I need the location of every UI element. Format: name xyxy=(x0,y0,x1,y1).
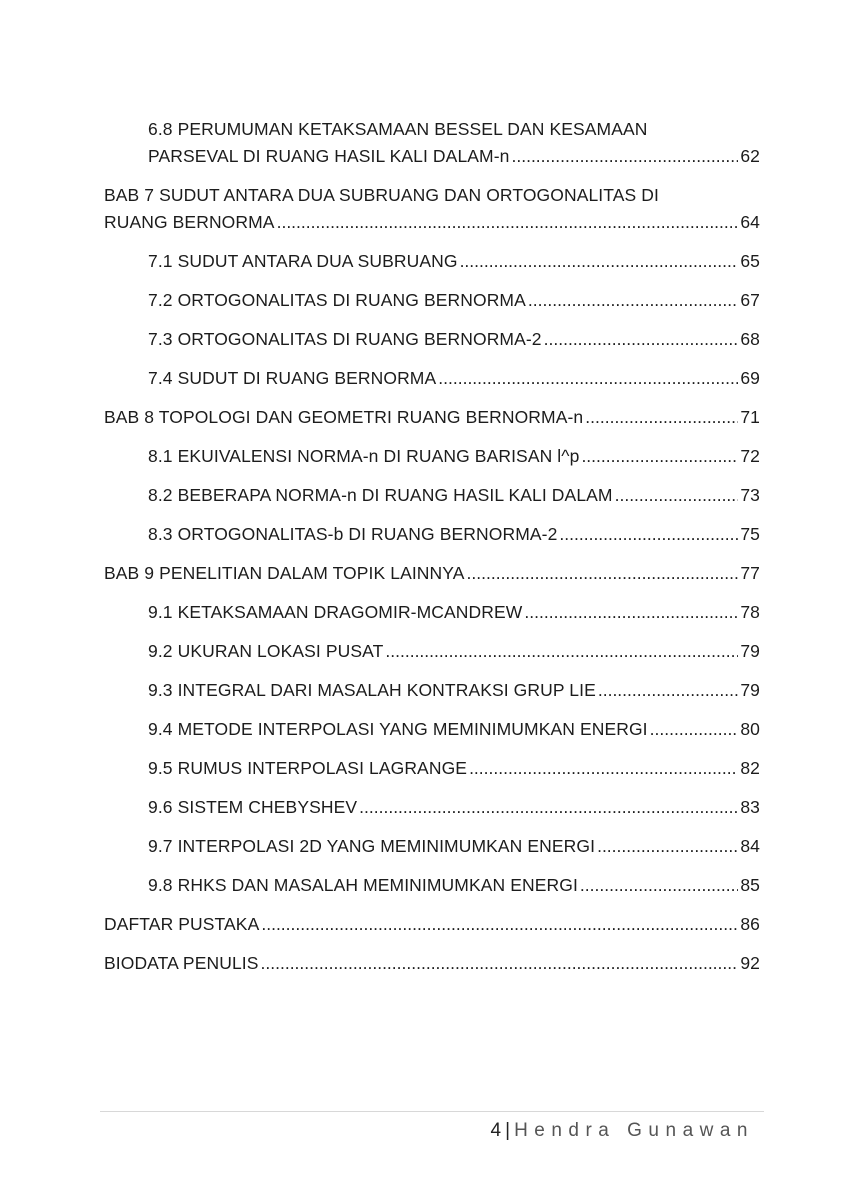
toc-dot-leader xyxy=(598,677,738,704)
toc-entry-title: 8.3 ORTOGONALITAS-b DI RUANG BERNORMA-2 xyxy=(148,524,558,544)
toc-entry-line xyxy=(148,287,760,314)
toc-page-number: 83 xyxy=(740,797,760,817)
toc-dot-leader xyxy=(544,326,739,353)
toc-dot-leader xyxy=(438,365,738,392)
toc-entry-line xyxy=(104,209,760,236)
toc-page-number: 71 xyxy=(740,407,760,427)
toc-dot-leader xyxy=(359,794,738,821)
toc-entry[interactable] xyxy=(104,443,760,470)
toc-entry-line xyxy=(104,560,760,587)
toc-dot-leader xyxy=(467,560,739,587)
toc-entry-title: 9.5 RUMUS INTERPOLASI LAGRANGE xyxy=(148,758,468,778)
toc-page-number: 86 xyxy=(740,914,760,934)
toc-entry-title: BIODATA PENULIS xyxy=(104,953,259,973)
toc-entry-title: BAB 8 TOPOLOGI DAN GEOMETRI RUANG BERNORMA-n xyxy=(104,407,584,427)
toc-dot-leader xyxy=(585,404,738,431)
toc-entry[interactable] xyxy=(104,599,760,626)
toc-entry-line xyxy=(104,911,760,938)
toc-entry-line xyxy=(148,716,760,743)
toc-page-number: 64 xyxy=(740,212,760,232)
page-footer xyxy=(491,1118,754,1144)
toc-dot-leader xyxy=(524,599,738,626)
toc-page-number: 77 xyxy=(740,563,760,583)
toc-entry[interactable] xyxy=(104,521,760,548)
toc-page-number: 79 xyxy=(740,680,760,700)
toc-entry-line xyxy=(104,950,760,977)
toc-page-number: 85 xyxy=(740,875,760,895)
toc-dot-leader xyxy=(469,755,738,782)
toc-page-number: 67 xyxy=(740,290,760,310)
toc-entry-title: 7.4 SUDUT DI RUANG BERNORMA xyxy=(148,368,437,388)
toc-entry-title: 9.8 RHKS DAN MASALAH MEMINIMUMKAN ENERGI xyxy=(148,875,578,895)
toc-page-number: 82 xyxy=(740,758,760,778)
toc-entry[interactable] xyxy=(104,248,760,275)
toc-entry-title: PARSEVAL DI RUANG HASIL KALI DALAM-n xyxy=(148,146,510,166)
toc-entry-title: 8.2 BEBERAPA NORMA-n DI RUANG HASIL KALI DALAM xyxy=(148,485,613,505)
toc-entry-title: RUANG BERNORMA xyxy=(104,212,275,232)
toc-entry-title: DAFTAR PUSTAKA xyxy=(104,914,260,934)
toc-entry[interactable] xyxy=(104,560,760,587)
toc-entry-line xyxy=(148,599,760,626)
toc-entry-line xyxy=(148,638,760,665)
toc-dot-leader xyxy=(615,482,739,509)
toc-entry-title: 9.6 SISTEM CHEBYSHEV xyxy=(148,797,358,817)
toc-entry-line xyxy=(148,143,760,170)
toc-dot-leader xyxy=(581,443,738,470)
footer-author: Hendra Gunawan xyxy=(514,1120,754,1141)
toc-entry-line xyxy=(148,677,760,704)
toc-entry-line xyxy=(148,365,760,392)
toc-page-number: 80 xyxy=(740,719,760,739)
toc-dot-leader xyxy=(460,248,739,275)
toc-entry-title: 8.1 EKUIVALENSI NORMA-n DI RUANG BARISAN l^p xyxy=(148,446,580,466)
toc-page-number: 73 xyxy=(740,485,760,505)
toc-entry[interactable] xyxy=(104,326,760,353)
toc-entry-title: 6.8 PERUMUMAN KETAKSAMAAN BESSEL DAN KESAMAAN xyxy=(148,119,648,139)
toc-entry-title: 7.1 SUDUT ANTARA DUA SUBRUANG xyxy=(148,251,458,271)
toc-page-number: 84 xyxy=(740,836,760,856)
toc-entry[interactable] xyxy=(104,911,760,938)
page-number: 4 xyxy=(490,1120,502,1141)
toc-entry-line xyxy=(148,116,760,143)
toc-entry-line xyxy=(148,248,760,275)
toc-entry-title: 9.4 METODE INTERPOLASI YANG MEMINIMUMKAN ENERGI xyxy=(148,719,648,739)
toc-dot-leader xyxy=(597,833,738,860)
toc-entry-title: BAB 9 PENELITIAN DALAM TOPIK LAINNYA xyxy=(104,563,465,583)
toc-entry-line xyxy=(148,443,760,470)
toc-entry-line xyxy=(148,326,760,353)
toc-dot-leader xyxy=(580,872,738,899)
toc-page-number: 78 xyxy=(740,602,760,622)
toc-entry[interactable] xyxy=(104,950,760,977)
toc-dot-leader xyxy=(559,521,738,548)
toc-entry[interactable] xyxy=(104,794,760,821)
toc-entry[interactable] xyxy=(104,287,760,314)
toc-entry-title: 9.2 UKURAN LOKASI PUSAT xyxy=(148,641,384,661)
footer-divider xyxy=(100,1111,764,1112)
toc-page-number: 65 xyxy=(740,251,760,271)
toc-dot-leader xyxy=(528,287,738,314)
toc-entry-title: 7.2 ORTOGONALITAS DI RUANG BERNORMA xyxy=(148,290,526,310)
toc-entry-line xyxy=(148,755,760,782)
toc-dot-leader xyxy=(512,143,739,170)
toc-entry-title: 9.7 INTERPOLASI 2D YANG MEMINIMUMKAN ENERGI xyxy=(148,836,596,856)
toc-entry[interactable] xyxy=(104,872,760,899)
toc-dot-leader xyxy=(650,716,739,743)
toc-entry[interactable] xyxy=(104,182,760,236)
toc-dot-leader xyxy=(385,638,738,665)
toc-entry-line xyxy=(148,833,760,860)
toc-entry-line xyxy=(148,482,760,509)
toc-entry-line xyxy=(104,404,760,431)
toc-page-number: 75 xyxy=(740,524,760,544)
toc-entry-line xyxy=(148,521,760,548)
toc-dot-leader xyxy=(277,209,739,236)
toc-dot-leader xyxy=(261,950,739,977)
toc-page-number: 72 xyxy=(740,446,760,466)
toc-dot-leader xyxy=(261,911,738,938)
toc-entry-title: BAB 7 SUDUT ANTARA DUA SUBRUANG DAN ORTOGONALITAS DI xyxy=(104,185,659,205)
toc-page-number: 92 xyxy=(740,953,760,973)
footer-separator: | xyxy=(505,1120,511,1141)
toc-entry-title: 9.1 KETAKSAMAAN DRAGOMIR-MCANDREW xyxy=(148,602,523,622)
toc-entry[interactable] xyxy=(104,716,760,743)
toc-page-number: 62 xyxy=(740,146,760,166)
toc-entry-line xyxy=(148,872,760,899)
toc-page-number: 68 xyxy=(740,329,760,349)
toc-page-number: 79 xyxy=(740,641,760,661)
toc-page-number: 69 xyxy=(740,368,760,388)
toc-entry[interactable] xyxy=(104,482,760,509)
toc-entry[interactable] xyxy=(104,365,760,392)
toc-entry-line xyxy=(148,794,760,821)
table-of-contents xyxy=(104,116,760,989)
toc-entry-title: 9.3 INTEGRAL DARI MASALAH KONTRAKSI GRUP LIE xyxy=(148,680,596,700)
toc-entry[interactable] xyxy=(104,638,760,665)
toc-entry-line xyxy=(104,182,760,209)
toc-entry[interactable] xyxy=(104,404,760,431)
toc-entry[interactable] xyxy=(104,677,760,704)
toc-entry[interactable] xyxy=(104,116,760,170)
toc-entry[interactable] xyxy=(104,755,760,782)
toc-entry-title: 7.3 ORTOGONALITAS DI RUANG BERNORMA-2 xyxy=(148,329,542,349)
toc-entry[interactable] xyxy=(104,833,760,860)
